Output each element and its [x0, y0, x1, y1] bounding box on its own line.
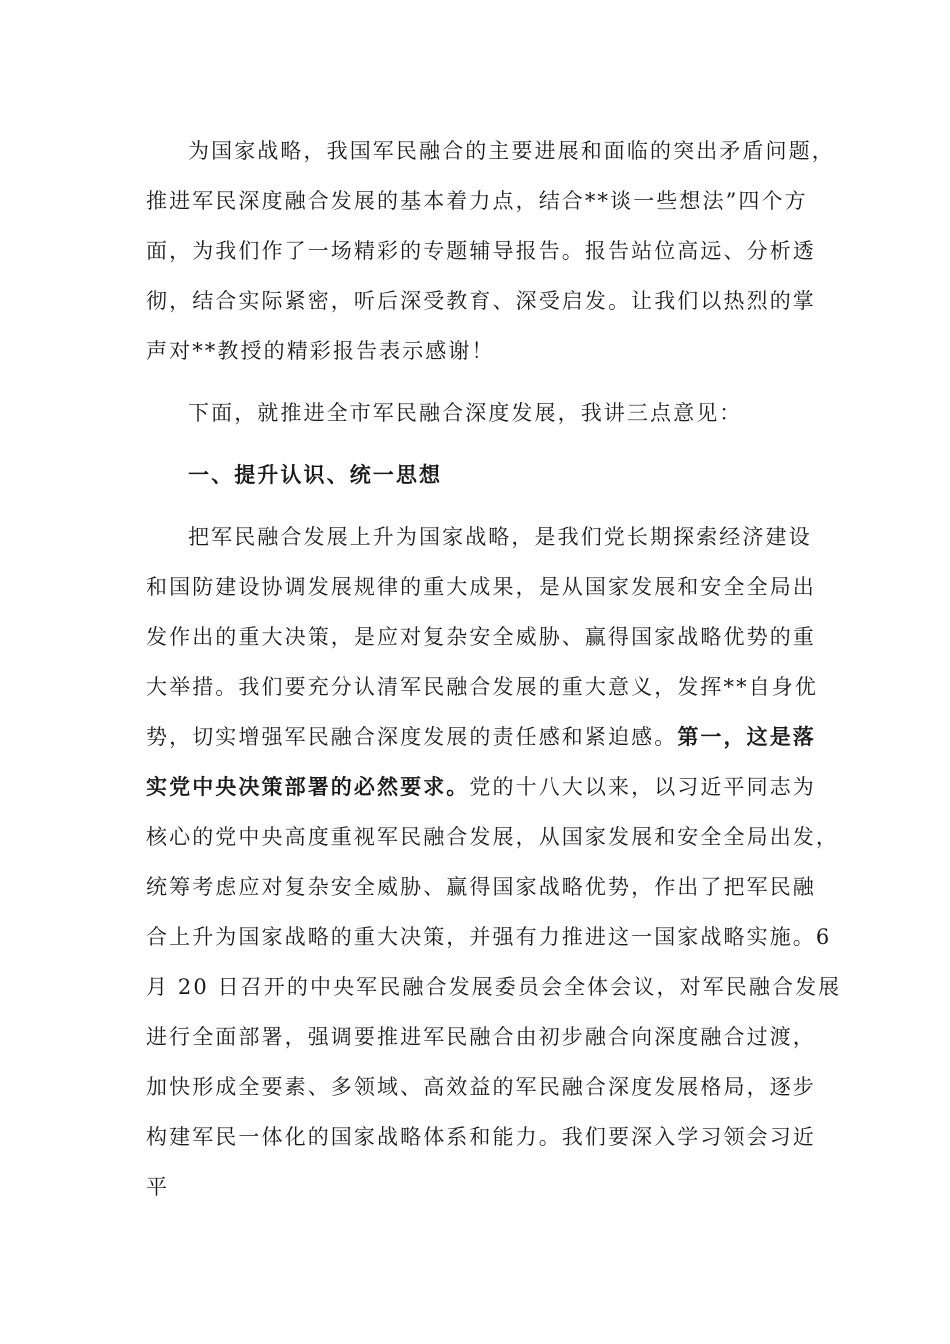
paragraph-3-line-10: 月 20 日召开的中央军民融合发展委员会全体会议，对军民融合发展 [146, 975, 842, 999]
paragraph-3-line-11: 进行全面部署，强调要推进军民融合由初步融合向深度融合过渡， [146, 1025, 816, 1049]
bold-point-first-end: 实党中央决策部署的必然要求。 [146, 774, 470, 799]
paragraph-3-line-13: 构建军民一体化的国家战略体系和能力。我们要深入学习领会习近 [146, 1125, 816, 1149]
paragraph-2: 下面，就推进全市军民融合深度发展，我讲三点意见： [188, 401, 743, 425]
paragraph-1-line-5: 声对**教授的精彩报告表示感谢！ [146, 339, 495, 363]
paragraph-1-line-2: 推进军民深度融合发展的基本着力点，结合**谈一些想法”四个方 [146, 189, 808, 213]
section-heading-1: 一、提升认识、统一思想 [188, 462, 443, 487]
paragraph-3-line-5 [146, 722, 826, 752]
paragraph-3-line-12: 加快形成全要素、多领域、高效益的军民融合深度发展格局，逐步 [146, 1075, 816, 1099]
paragraph-3-line-8: 统筹考虑应对复杂安全威胁、赢得国家战略优势，作出了把军民融 [146, 875, 816, 899]
paragraph-3-line-9: 合上升为国家战略的重大决策，并强有力推进这一国家战略实施。6 [146, 925, 832, 949]
paragraph-3-line-7: 核心的党中央高度重视军民融合发展，从国家发展和安全全局出发， [146, 825, 839, 849]
bold-point-first-start: 第一，这是落 [677, 724, 816, 749]
paragraph-1-line-1: 为国家战略，我国军民融合的主要进展和面临的突出矛盾问题， [188, 139, 835, 163]
paragraph-3-line-6-text: 党的十八大以来，以习近平同志为 [469, 775, 816, 799]
paragraph-3-line-4: 大举措。我们要充分认清军民融合发展的重大意义，发挥**自身优 [146, 675, 818, 699]
paragraph-3-line-2: 和国防建设协调发展规律的重大成果，是从国家发展和安全全局出 [146, 575, 816, 599]
paragraph-3-line-14: 平 [146, 1175, 170, 1199]
paragraph-3-line-6 [146, 772, 826, 802]
paragraph-3-line-1: 把军民融合发展上升为国家战略，是我们党长期探索经济建设 [188, 525, 812, 549]
paragraph-3-line-3: 发作出的重大决策，是应对复杂安全威胁、赢得国家战略优势的重 [146, 625, 816, 649]
paragraph-1-line-3: 面，为我们作了一场精彩的专题辅导报告。报告站位高远、分析透 [146, 239, 816, 263]
paragraph-3-line-5-text: 势，切实增强军民融合深度发展的责任感和紧迫感。 [146, 725, 678, 749]
paragraph-1-line-4: 彻，结合实际紧密，听后深受教育、深受启发。让我们以热烈的掌 [146, 289, 816, 313]
